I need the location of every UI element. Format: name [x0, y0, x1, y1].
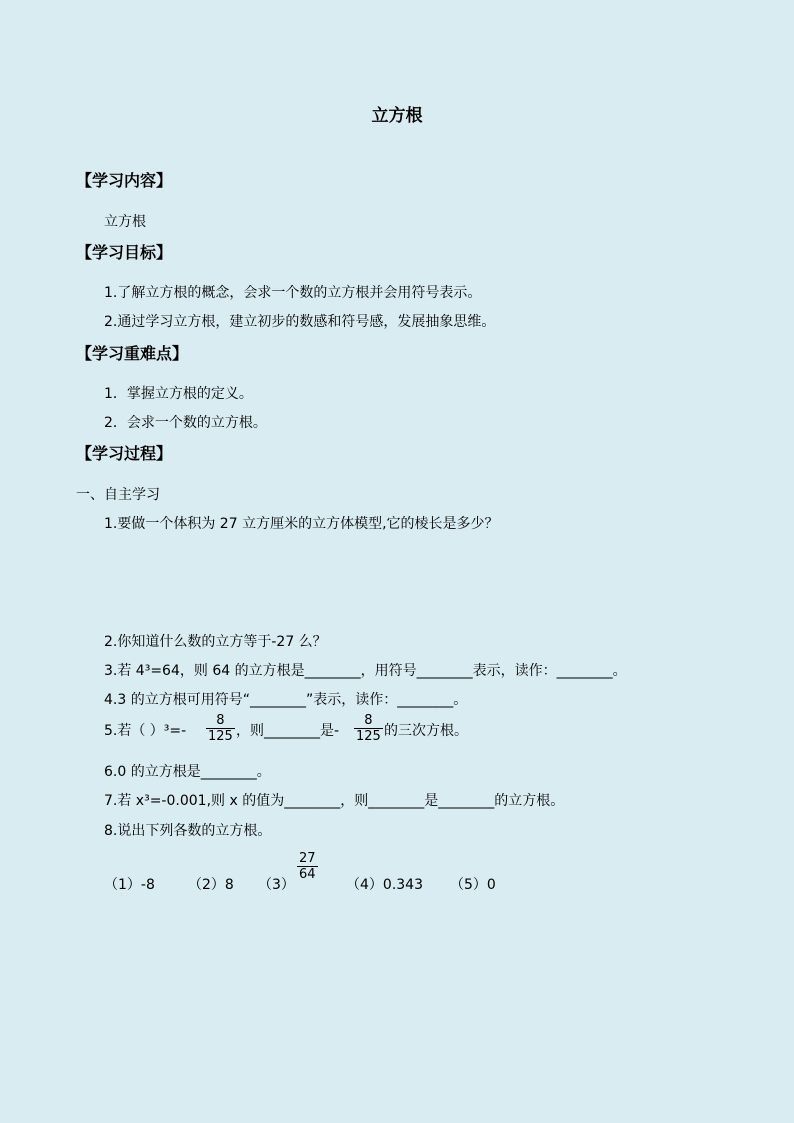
fraction-8-125 [207, 713, 234, 744]
q8-item: （2）8 [188, 877, 234, 893]
heading-goals: 【学习目标】 [76, 243, 173, 262]
heading-process: 【学习过程】 [76, 444, 173, 463]
heading-key-points: 【学习重难点】 [76, 344, 189, 363]
fraction-numerator: 8 [364, 713, 373, 728]
question-3: 3.若 4³=64，则 64 的立方根是________，用符号________表示，读作：________。 [104, 663, 627, 679]
question-5-part-a: 5.若（ ）³=- [104, 723, 187, 739]
fraction-numerator: 8 [216, 713, 225, 728]
q8-item: （4）0.343 [346, 877, 423, 893]
goal-item: 1.了解立方根的概念，会求一个数的立方根并会用符号表示。 [104, 285, 482, 301]
page-title: 立方根 [371, 106, 423, 126]
fraction-27-64 [298, 851, 317, 882]
fraction-numerator: 27 [299, 851, 316, 866]
q8-item: （5）0 [450, 877, 496, 893]
question-6: 6.0 的立方根是________。 [104, 764, 271, 780]
question-2: 2.你知道什么数的立方等于-27 么？ [104, 634, 327, 650]
question-5-part-b: ，则________是- [236, 723, 340, 739]
question-8: 8.说出下列各数的立方根。 [104, 823, 272, 839]
heading-content: 【学习内容】 [76, 171, 173, 190]
question-7: 7.若 x³=-0.001,则 x 的值为________，则________是________的立方根。 [104, 793, 565, 809]
content-text: 立方根 [104, 214, 146, 230]
question-4: 4.3 的立方根可用符号“________”表示，读作：________。 [104, 692, 468, 708]
question-5-part-c: 的三次方根。 [384, 723, 468, 739]
fraction-denominator: 125 [356, 729, 381, 744]
q8-item: （1）-8 [104, 877, 155, 893]
key-point-item: 1．掌握立方根的定义。 [104, 386, 253, 402]
fraction-denominator: 64 [299, 867, 316, 882]
goal-item: 2.通过学习立方根，建立初步的数感和符号感，发展抽象思维。 [104, 314, 496, 330]
q8-item: （3） [258, 877, 295, 893]
part-heading: 一、自主学习 [76, 487, 160, 503]
key-point-item: 2．会求一个数的立方根。 [104, 415, 267, 431]
fraction-8-125 [355, 713, 382, 744]
question-1: 1.要做一个体积为 27 立方厘米的立方体模型,它的棱长是多少？ [104, 516, 499, 532]
fraction-denominator: 125 [208, 729, 233, 744]
